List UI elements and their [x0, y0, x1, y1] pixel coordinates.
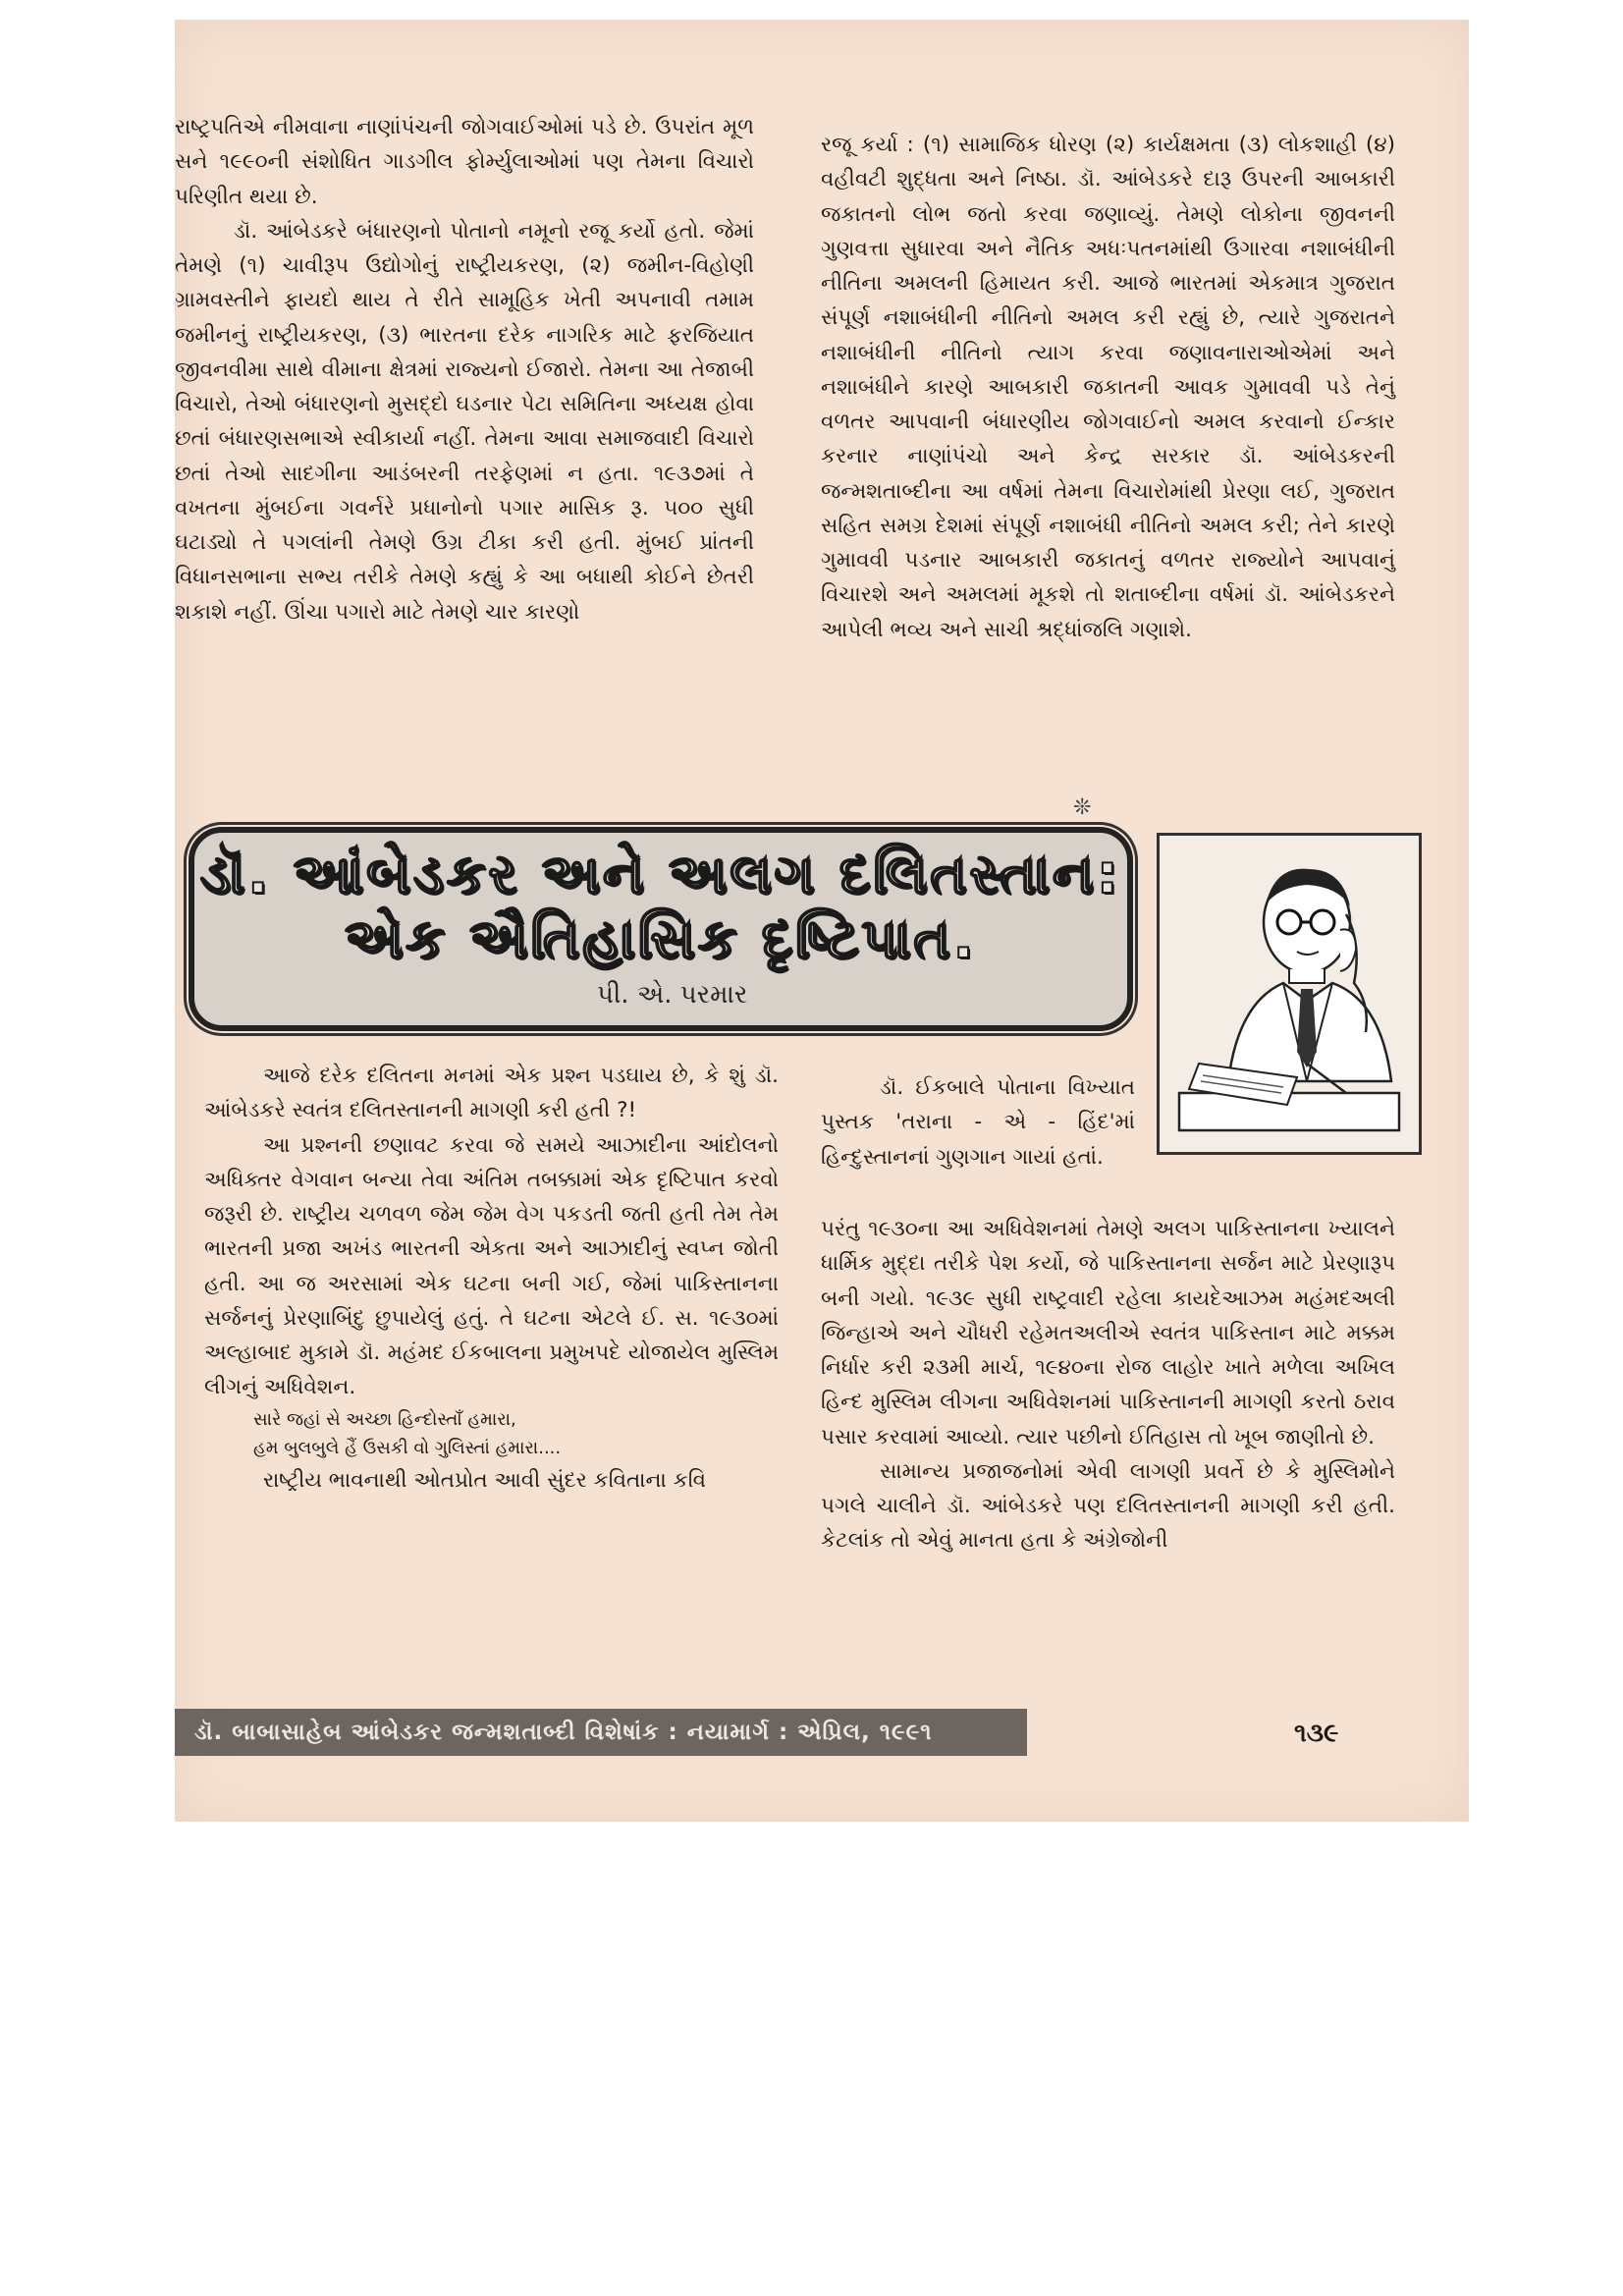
bottom-right-paragraph-2: પરંતુ ૧૯૩૦ના આ અધિવેશનમાં તેમણે અલગ પાકિસ્તાનના ખ્યાલને ધાર્મિક મુદ્દા તરીકે પેશ કર્યો, જે પાકિસ્તાનના સર્જન માટે પ્રેરણારૂપ બની ગયો. ૧૯૩૯ સુધી રાષ્ટ્રવાદી રહેલા કાયદેઆઝમ મહંમદઅલી જિન્હાએ અને ચૌધરી રહેમતઅલીએ સ્વતંત્ર પાકિસ્તાન માટે મક્કમ નિર્ધાર કરી ૨૩મી માર્ચ, ૧૯૪૦ના રોજ લાહોર ખાતે મળેલા અખિલ હિન્દ મુસ્લિમ લીગના અધિવેશનમાં પાકિસ્તાનની માગણી કરતો ઠરાવ પસાર કરવામાં આવ્યો. ત્યાર પછીનો ઈતિહાસ તો ખૂબ જાણીતો છે.: [821, 1217, 1395, 1449]
poem-line-1: સારે જહાં સે અચ્છા હિન્દોસ્તાઁ હમારા,: [253, 1408, 516, 1430]
page-number: ૧૩૯: [1294, 1719, 1339, 1748]
ambedkar-portrait-illustration: [1157, 833, 1422, 1155]
top-left-paragraph-1: રાષ્ટ્રપતિએ નીમવાના નાણાંપંચની જોગવાઈઓમાં પડે છે. ઉપરાંત મૂળ સને ૧૯૯૦ની સંશોધિત ગાડગીલ ફોર્મ્યુલાઓમાં પણ તેમના વિચારો પરિણીત થયા છે.: [175, 115, 754, 209]
bottom-left-column: [204, 1059, 779, 1498]
article-title-line-1: ડૉ. આંબેડકર અને અલગ દલિતસ્તાન:: [199, 843, 1122, 906]
article-author: પી. એ. પરમાર: [597, 980, 748, 1010]
bottom-right-column: [821, 1212, 1395, 1558]
issue-footer-band: ડૉ. બાબાસાહેબ આંબેડકર જન્મશતાબ્દી વિશેષાંક : નયામાર્ગ : એપ્રિલ, ૧૯૯૧: [175, 1709, 1027, 1756]
top-right-paragraph: રજૂ કર્યા : (૧) સામાજિક ધોરણ (૨) કાર્યક્ષમતા (૩) લોકશાહી (૪) વહીવટી શુદ્ધતા અને નિષ્ઠા. ડૉ. આંબેડકરે દારૂ ઉપરની આબકારી જકાતનો લોભ જતો કરવા જણાવ્યું. તેમણે લોકોના જીવનની ગુણવત્તા સુધારવા અને નૈતિક અધઃપતનમાંથી ઉગારવા નશાબંધીની નીતિના અમલની હિમાયત કરી. આજે ભારતમાં એકમાત્ર ગુજરાત સંપૂર્ણ નશાબંધીની નીતિનો અમલ કરી રહ્યું છે, ત્યારે ગુજરાતને નશાબંધીની નીતિનો ત્યાગ કરવા જણાવનારાઓએમાં અને નશાબંધીને કારણે આબકારી જકાતની આવક ગુમાવવી પડે તેનું વળતર આપવાની બંધારણીય જોગવાઈનો અમલ કરવાનો ઈન્કાર કરનાર નાણાંપંચો અને કેન્દ્ર સરકાર ડૉ. આંબેડકરની જન્મશતાબ્દીના આ વર્ષમાં તેમના વિચારોમાંથી પ્રેરણા લઈ, ગુજરાત સહિત સમગ્ર દેશમાં સંપૂર્ણ નશાબંધી નીતિનો અમલ કરી; તેને કારણે ગુમાવવી પડનાર આબકારી જકાતનું વળતર રાજ્યોને આપવાનું વિચારશે અને અમલમાં મૂકશે તો શતાબ્દીના વર્ષમાં ડૉ. આંબેડકરને આપેલી ભવ્ય અને સાચી શ્રદ્ધાંજલિ ગણાશે.: [821, 133, 1395, 642]
article-title-line-2: એક ઐતિહાસિક દૃષ્ટિપાત.: [345, 907, 977, 971]
top-right-column: [821, 128, 1395, 647]
top-left-column: [175, 110, 754, 629]
bottom-left-paragraph-2: આ પ્રશ્નની છણાવટ કરવા જે સમયે આઝાદીના આંદોલનો અધિક્તર વેગવાન બન્યા તેવા અંતિમ તબક્કામાં એક દૃષ્ટિપાત કરવો જરૂરી છે. રાષ્ટ્રીય ચળવળ જેમ જેમ વેગ પકડતી જતી હતી તેમ તેમ ભારતની પ્રજા અખંડ ભારતની એકતા અને આઝાદીનું સ્વપ્ન જોતી હતી. આ જ અરસામાં એક ઘટના બની ગઈ, જેમાં પાકિસ્તાનના સર્જનનું પ્રેરણાબિંદુ છુપાયેલું હતું. તે ઘટના એટલે ઈ. સ. ૧૯૩૦માં અલ્હાબાદ મુકામે ડૉ. મહંમદ ઈકબાલના પ્રમુખપદે યોજાયેલ મુસ્લિમ લીગનું અધિવેશન.: [204, 1132, 779, 1400]
portrait-sketch-icon: [1160, 836, 1419, 1152]
bottom-right-paragraph-1: ડૉ. ઈકબાલે પોતાના વિખ્યાત પુસ્તક 'તરાના - એ - હિંદ'માં હિન્દુસ્તાનનાં ગુણગાન ગાયાં હતાં.: [821, 1075, 1135, 1170]
article-title-box: [189, 827, 1133, 1031]
magazine-page: [175, 20, 1469, 1822]
bottom-right-column-top: [821, 1070, 1135, 1175]
poem-line-2: હમ બુલબુલે હૈં ઉસકી વો ગુલિસ્તાં હમારા....: [253, 1438, 562, 1459]
bottom-left-paragraph-1: આજે દરેક દલિતના મનમાં એક પ્રશ્ન પડઘાય છે, કે શું ડૉ. આંબેડકરે સ્વતંત્ર દલિતસ્તાનની માગણી કરી હતી ?!: [204, 1064, 779, 1123]
bottom-left-paragraph-3: રાષ્ટ્રીય ભાવનાથી ઓતપ્રોત આવી સુંદર કવિતાના કવિ: [263, 1467, 707, 1493]
bottom-right-paragraph-3: સામાન્ય પ્રજાજનોમાં એવી લાગણી પ્રવર્તે છે કે મુસ્લિમોને પગલે ચાલીને ડૉ. આંબેડકરે પણ દલિતસ્તાનની માગણી કરી હતી. કેટલાંક તો એવું માનતા હતા કે અંગ્રેજોની: [821, 1458, 1395, 1554]
section-separator-icon: ❊: [1073, 795, 1092, 820]
top-left-paragraph-2: ડૉ. આંબેડકરે બંધારણનો પોતાનો નમૂનો રજૂ કર્યો હતો. જેમાં તેમણે (૧) ચાવીરૂપ ઉદ્યોગોનું રાષ્ટ્રીયકરણ, (૨) જમીન-વિહોણી ગ્રામવસ્તીને ફાયદો થાય તે રીતે સામૂહિક ખેતી અપનાવી તમામ જમીનનું રાષ્ટ્રીયકરણ, (૩) ભારતના દરેક નાગરિક માટે ફરજિયાત જીવનવીમા સાથે વીમાના ક્ષેત્રમાં રાજ્યનો ઈજારો. તેમના આ તેજાબી વિચારો, તેઓ બંધારણનો મુસદ્દો ઘડનાર પેટા સમિતિના અધ્યક્ષ હોવા છતાં બંધારણસભાએ સ્વીકાર્યા નહીં. તેમના આવા સમાજવાદી વિચારો છતાં તેઓ સાદગીના આડંબરની તરફેણમાં ન હતા. ૧૯૩૭માં તે વખતના મુંબઈના ગવર્નરે પ્રધાનોનો પગાર માસિક રૂ. ૫૦૦ સુધી ઘટાડ્યો તે પગલાંની તેમણે ઉગ્ર ટીકા કરી હતી. મુંબઈ પ્રાંતની વિધાનસભાના સભ્ય તરીકે તેમણે કહ્યું કે આ બધાથી કોઈને છેતરી શકાશે નહીં. ઊંચા પગારો માટે તેમણે ચાર કારણો: [175, 218, 754, 625]
